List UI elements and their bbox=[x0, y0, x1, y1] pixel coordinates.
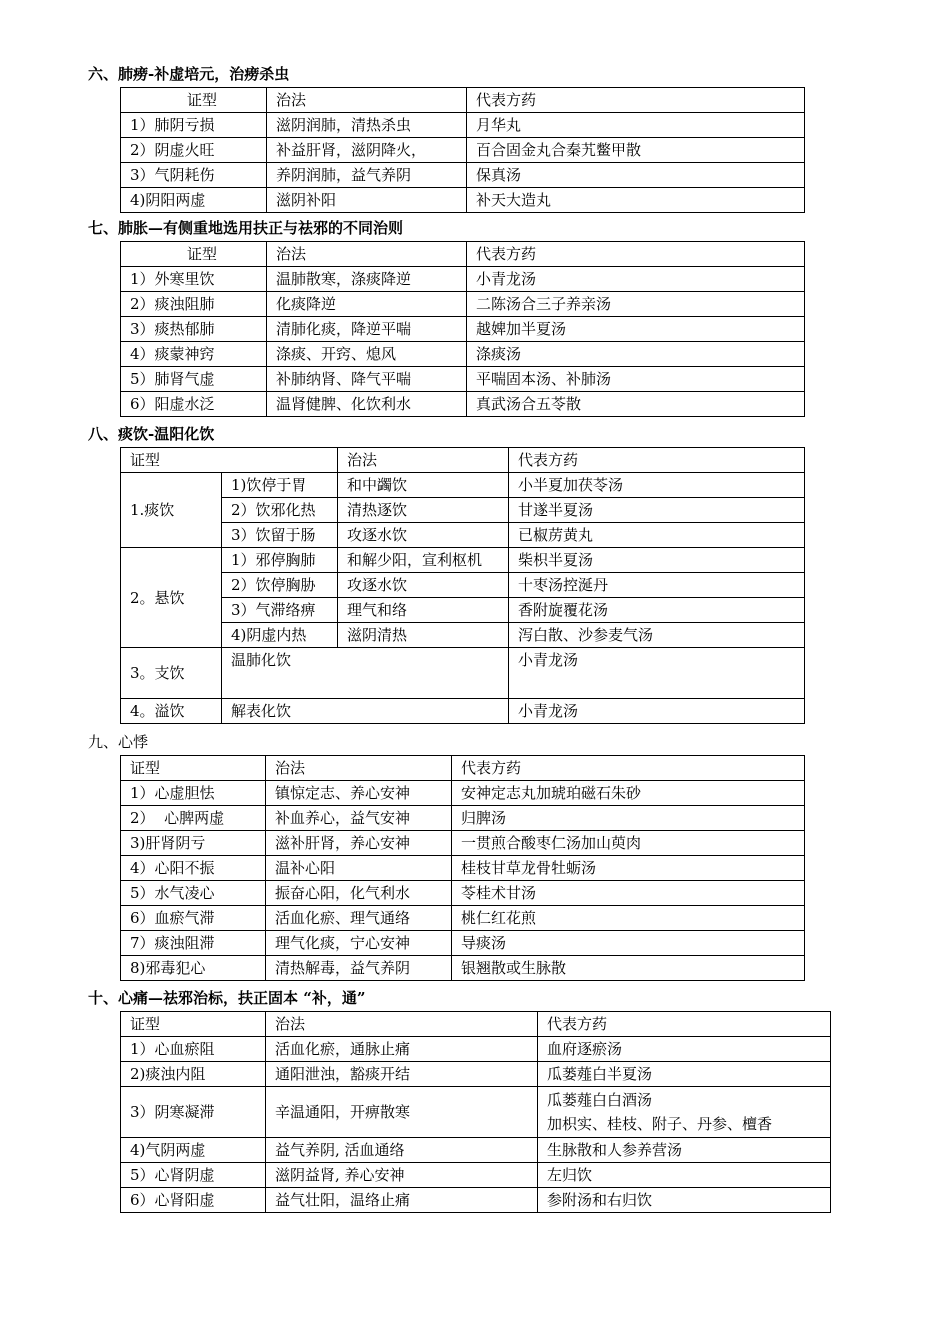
cell-method: 理气化痰，宁心安神 bbox=[266, 931, 452, 956]
cell-formula bbox=[538, 1087, 831, 1138]
cell-type: 4）痰蒙神窍 bbox=[121, 342, 267, 367]
table-row bbox=[121, 1062, 831, 1087]
table-row bbox=[121, 573, 805, 598]
table-row bbox=[121, 1087, 831, 1138]
cell-type: 6）阳虚水泛 bbox=[121, 392, 267, 417]
cell-type: 1）邪停胸肺 bbox=[222, 548, 338, 573]
cell-type: 4)阴虚内热 bbox=[222, 623, 338, 648]
cell-method: 和中蠲饮 bbox=[338, 473, 509, 498]
section-10-title: 十、心痛—祛邪治标，扶正固本 “补，通” bbox=[88, 989, 366, 1007]
cell-method: 振奋心阳，化气利水 bbox=[266, 881, 452, 906]
cell-formula: 十枣汤控涎丹 bbox=[509, 573, 805, 598]
section-7-title: 七、肺胀—有侧重地选用扶正与祛邪的不同治则 bbox=[88, 219, 404, 237]
cell-formula: 小青龙汤 bbox=[467, 267, 805, 292]
cell-formula: 桃仁红花煎 bbox=[452, 906, 805, 931]
cell-type: 3）痰热郁肺 bbox=[121, 317, 267, 342]
cell-method: 镇惊定志、养心安神 bbox=[266, 781, 452, 806]
cell-type: 1）心血瘀阻 bbox=[121, 1037, 266, 1062]
cell-formula: 小半夏加茯苓汤 bbox=[509, 473, 805, 498]
table-row bbox=[121, 931, 805, 956]
cell-method: 清热逐饮 bbox=[338, 498, 509, 523]
cell-method: 补肺纳肾、降气平喘 bbox=[267, 367, 467, 392]
cell-formula: 银翘散或生脉散 bbox=[452, 956, 805, 981]
cell-method: 攻逐水饮 bbox=[338, 523, 509, 548]
cell-type: 5）肺肾气虚 bbox=[121, 367, 267, 392]
table-row bbox=[121, 267, 805, 292]
section-6-title: 六、肺痨-补虚培元，治痨杀虫 bbox=[88, 65, 290, 83]
table-row bbox=[121, 648, 805, 699]
cell-type: 3）气滞络痹 bbox=[222, 598, 338, 623]
cell-formula: 泻白散、沙参麦气汤 bbox=[509, 623, 805, 648]
cell-type: 2） 心脾两虚 bbox=[121, 806, 266, 831]
cell-formula: 补天大造丸 bbox=[467, 188, 805, 213]
header-formula: 代表方药 bbox=[467, 242, 805, 267]
header-method: 治法 bbox=[267, 242, 467, 267]
table-header bbox=[121, 756, 805, 781]
cell-type: 2）阴虚火旺 bbox=[121, 138, 267, 163]
table-row bbox=[121, 699, 805, 724]
table-row bbox=[121, 392, 805, 417]
cell-formula: 小青龙汤 bbox=[509, 699, 805, 724]
cell-type: 1）心虚胆怯 bbox=[121, 781, 266, 806]
header-type: 证型 bbox=[121, 1012, 266, 1037]
table-row bbox=[121, 138, 805, 163]
header-type: 证型 bbox=[121, 242, 267, 267]
cell-formula: 保真汤 bbox=[467, 163, 805, 188]
table-row bbox=[121, 1163, 831, 1188]
cell-method: 滋阴润肺，清热杀虫 bbox=[267, 113, 467, 138]
cell-type: 7）痰浊阻滞 bbox=[121, 931, 266, 956]
table-row bbox=[121, 317, 805, 342]
header-type: 证型 bbox=[121, 88, 267, 113]
cell-method: 化痰降逆 bbox=[267, 292, 467, 317]
table-row bbox=[121, 367, 805, 392]
cell-type: 2)痰浊内阻 bbox=[121, 1062, 266, 1087]
cell-type: 4)阴阳两虚 bbox=[121, 188, 267, 213]
cell-method: 温肾健脾、化饮利水 bbox=[267, 392, 467, 417]
cell-formula: 甘遂半夏汤 bbox=[509, 498, 805, 523]
cell-formula: 苓桂术甘汤 bbox=[452, 881, 805, 906]
cell-type: 8)邪毒犯心 bbox=[121, 956, 266, 981]
cell-type: 6）心肾阳虚 bbox=[121, 1188, 266, 1213]
cell-type: 3）饮留于肠 bbox=[222, 523, 338, 548]
cell-method: 理气和络 bbox=[338, 598, 509, 623]
header-method: 治法 bbox=[267, 88, 467, 113]
cell-formula: 香附旋覆花汤 bbox=[509, 598, 805, 623]
cell-formula: 涤痰汤 bbox=[467, 342, 805, 367]
header-method: 治法 bbox=[266, 1012, 538, 1037]
header-formula: 代表方药 bbox=[452, 756, 805, 781]
cell-method: 温肺散寒，涤痰降逆 bbox=[267, 267, 467, 292]
cell-type: 5）水气凌心 bbox=[121, 881, 266, 906]
table-row bbox=[121, 598, 805, 623]
cell-type: 6）血瘀气滞 bbox=[121, 906, 266, 931]
cell-method: 清热解毒，益气养阴 bbox=[266, 956, 452, 981]
cell-type: 1)饮停于胃 bbox=[222, 473, 338, 498]
cell-type: 2）饮邪化热 bbox=[222, 498, 338, 523]
formula-line-2: 加枳实、桂枝、附子、丹参、檀香 bbox=[547, 1115, 773, 1133]
cell-formula: 瓜蒌薤白半夏汤 bbox=[538, 1062, 831, 1087]
section-9-title: 九、心悸 bbox=[88, 733, 149, 751]
table-row bbox=[121, 781, 805, 806]
header-formula: 代表方药 bbox=[509, 448, 805, 473]
group-name: 2。悬饮 bbox=[121, 548, 222, 648]
cell-method: 清肺化痰，降逆平喘 bbox=[267, 317, 467, 342]
header-formula: 代表方药 bbox=[467, 88, 805, 113]
cell-formula: 柴枳半夏汤 bbox=[509, 548, 805, 573]
table-header bbox=[121, 1012, 831, 1037]
table-row bbox=[121, 498, 805, 523]
cell-formula: 真武汤合五苓散 bbox=[467, 392, 805, 417]
group-name: 4。溢饮 bbox=[121, 699, 222, 724]
cell-formula: 生脉散和人参养营汤 bbox=[538, 1138, 831, 1163]
cell-formula: 参附汤和右归饮 bbox=[538, 1188, 831, 1213]
table-row bbox=[121, 1188, 831, 1213]
table-row bbox=[121, 292, 805, 317]
table-row bbox=[121, 623, 805, 648]
table-section-9 bbox=[120, 755, 805, 981]
table-header bbox=[121, 242, 805, 267]
cell-method: 通阳泄浊，豁痰开结 bbox=[266, 1062, 538, 1087]
table-row bbox=[121, 473, 805, 498]
header-method: 治法 bbox=[338, 448, 509, 473]
table-row bbox=[121, 881, 805, 906]
table-row bbox=[121, 163, 805, 188]
cell-method: 滋阴清热 bbox=[338, 623, 509, 648]
cell-method: 活血化瘀、理气通络 bbox=[266, 906, 452, 931]
cell-type: 3)肝肾阴亏 bbox=[121, 831, 266, 856]
table-header bbox=[121, 448, 805, 473]
section-8-title: 八、痰饮-温阳化饮 bbox=[88, 425, 215, 443]
table-row bbox=[121, 856, 805, 881]
table-row bbox=[121, 806, 805, 831]
cell-formula: 月华丸 bbox=[467, 113, 805, 138]
table-row bbox=[121, 1138, 831, 1163]
cell-type: 1）外寒里饮 bbox=[121, 267, 267, 292]
cell-method: 补益肝肾，滋阴降火， bbox=[267, 138, 467, 163]
cell-type: 2）饮停胸胁 bbox=[222, 573, 338, 598]
cell-method: 滋阴补阳 bbox=[267, 188, 467, 213]
cell-formula: 越婢加半夏汤 bbox=[467, 317, 805, 342]
group-name: 1.痰饮 bbox=[121, 473, 222, 548]
cell-formula: 一贯煎合酸枣仁汤加山萸肉 bbox=[452, 831, 805, 856]
cell-type: 5）心肾阴虚 bbox=[121, 1163, 266, 1188]
cell-formula: 导痰汤 bbox=[452, 931, 805, 956]
header-formula: 代表方药 bbox=[538, 1012, 831, 1037]
cell-method: 温补心阳 bbox=[266, 856, 452, 881]
cell-method: 解表化饮 bbox=[222, 699, 509, 724]
cell-method: 攻逐水饮 bbox=[338, 573, 509, 598]
table-row bbox=[121, 831, 805, 856]
cell-formula: 小青龙汤 bbox=[509, 648, 805, 699]
table-row bbox=[121, 113, 805, 138]
table-row bbox=[121, 523, 805, 548]
cell-formula: 安神定志丸加琥珀磁石朱砂 bbox=[452, 781, 805, 806]
cell-method: 滋阴益肾, 养心安神 bbox=[266, 1163, 538, 1188]
table-row bbox=[121, 548, 805, 573]
table-row bbox=[121, 956, 805, 981]
cell-type: 3）阴寒凝滞 bbox=[121, 1087, 266, 1138]
table-section-8 bbox=[120, 447, 805, 724]
cell-method: 滋补肝肾，养心安神 bbox=[266, 831, 452, 856]
cell-type: 4）心阳不振 bbox=[121, 856, 266, 881]
table-row bbox=[121, 1037, 831, 1062]
header-type: 证型 bbox=[121, 756, 266, 781]
cell-formula: 血府逐瘀汤 bbox=[538, 1037, 831, 1062]
table-row bbox=[121, 906, 805, 931]
cell-method: 益气养阴, 活血通络 bbox=[266, 1138, 538, 1163]
cell-method: 益气壮阳，温络止痛 bbox=[266, 1188, 538, 1213]
formula-line-1: 瓜蒌薤白白酒汤 bbox=[547, 1091, 653, 1109]
header-method: 治法 bbox=[266, 756, 452, 781]
cell-method: 补血养心，益气安神 bbox=[266, 806, 452, 831]
table-section-6 bbox=[120, 87, 805, 213]
cell-formula: 桂枝甘草龙骨牡蛎汤 bbox=[452, 856, 805, 881]
table-header bbox=[121, 88, 805, 113]
cell-method: 养阴润肺，益气养阴 bbox=[267, 163, 467, 188]
cell-formula: 百合固金丸合秦艽鳖甲散 bbox=[467, 138, 805, 163]
cell-method: 辛温通阳，开痹散寒 bbox=[266, 1087, 538, 1138]
cell-formula: 二陈汤合三子养亲汤 bbox=[467, 292, 805, 317]
cell-type: 4)气阴两虚 bbox=[121, 1138, 266, 1163]
table-row bbox=[121, 188, 805, 213]
cell-method: 和解少阳，宣利枢机 bbox=[338, 548, 509, 573]
cell-method: 活血化瘀，通脉止痛 bbox=[266, 1037, 538, 1062]
header-type: 证型 bbox=[121, 448, 338, 473]
table-row bbox=[121, 342, 805, 367]
table-section-10 bbox=[120, 1011, 831, 1213]
table-section-7 bbox=[120, 241, 805, 417]
cell-formula: 归脾汤 bbox=[452, 806, 805, 831]
cell-type: 1）肺阴亏损 bbox=[121, 113, 267, 138]
group-name: 3。支饮 bbox=[121, 648, 222, 699]
cell-method: 涤痰、开窍、熄风 bbox=[267, 342, 467, 367]
cell-type: 3）气阴耗伤 bbox=[121, 163, 267, 188]
cell-formula: 左归饮 bbox=[538, 1163, 831, 1188]
cell-method: 温肺化饮 bbox=[222, 648, 509, 699]
cell-formula: 已椒苈黄丸 bbox=[509, 523, 805, 548]
cell-formula: 平喘固本汤、补肺汤 bbox=[467, 367, 805, 392]
cell-type: 2）痰浊阻肺 bbox=[121, 292, 267, 317]
